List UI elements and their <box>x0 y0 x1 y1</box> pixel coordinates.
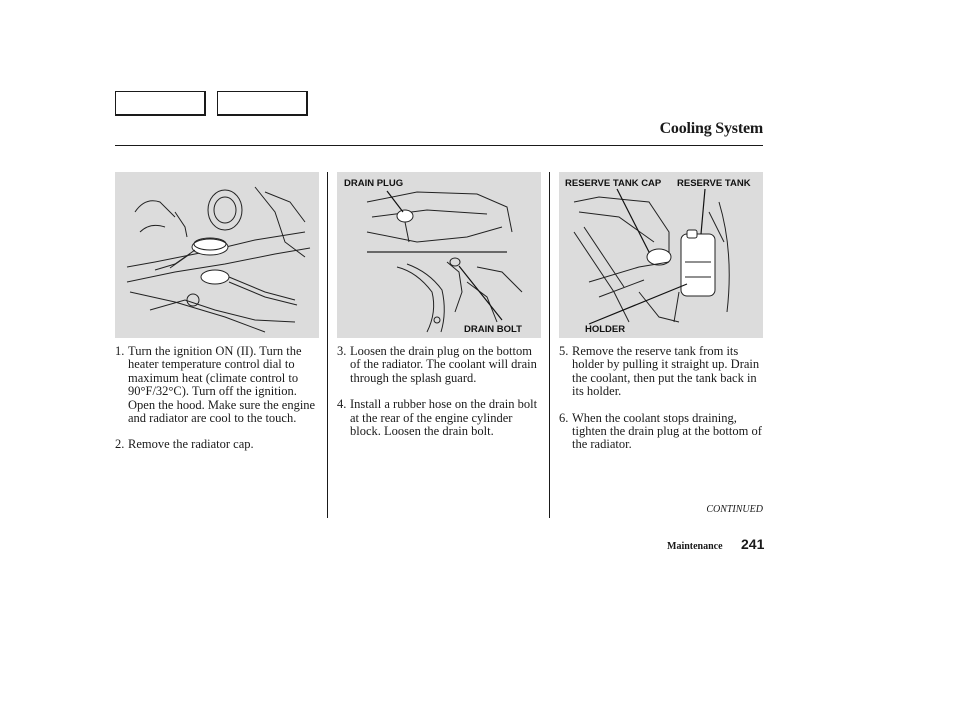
drain-bolt-label: DRAIN BOLT <box>464 324 522 335</box>
step-text: Loosen the drain plug on the bottom of the radiator. The coolant will drain through the splash guard. <box>350 344 537 385</box>
step-number: 4. <box>337 397 347 412</box>
reserve-tank-illustration <box>559 172 763 338</box>
drain-plug-illustration <box>337 172 541 338</box>
instructions-column-1 <box>115 345 319 465</box>
step-item <box>337 398 541 438</box>
step-item <box>559 412 763 452</box>
instructions-column-3 <box>559 345 763 465</box>
column-divider <box>549 172 550 518</box>
step-number: 2. <box>115 437 125 452</box>
page-title: Cooling System <box>659 120 763 137</box>
page-number: 241 <box>741 536 765 552</box>
section-tab-1[interactable] <box>115 91 206 116</box>
step-text: When the coolant stops draining, tighten the drain plug at the bottom of the radiator. <box>572 410 762 452</box>
step-number: 1. <box>115 344 125 358</box>
holder-label: HOLDER <box>585 324 626 335</box>
step-item <box>337 345 541 385</box>
step-item <box>115 345 319 425</box>
section-tab-2[interactable] <box>217 91 308 116</box>
step-number: 6. <box>559 410 569 425</box>
step-text: Turn the ignition ON (II). Turn the heater temperature control dial to maximum heat (climate control to 90°F/32°C). Turn off the ignition. Open the hood. Make sure the engine and radiator are cool to the touch. <box>128 344 316 426</box>
footer-section-name: Maintenance <box>667 541 723 552</box>
instructions-column-2 <box>337 345 541 451</box>
step-number: 3. <box>337 344 347 358</box>
reserve-tank-label: RESERVE TANK <box>677 178 751 189</box>
reserve-tank-cap-label: RESERVE TANK CAP <box>565 178 662 189</box>
step-text: Install a rubber hose on the drain bolt at the rear of the engine cylinder block. Loosen the drain bolt. <box>350 397 538 439</box>
continued-note: CONTINUED <box>706 504 763 515</box>
title-rule <box>115 145 763 146</box>
drain-plug-label: DRAIN PLUG <box>344 178 404 189</box>
step-item <box>559 345 763 399</box>
step-text: Remove the radiator cap. <box>128 437 254 452</box>
radiator-cap-illustration <box>115 172 319 338</box>
step-item <box>115 438 319 451</box>
column-divider <box>327 172 328 518</box>
step-number: 5. <box>559 344 569 358</box>
step-text: Remove the reserve tank from its holder by pulling it straight up. Drain the coolant, then put the tank back in its holder. <box>572 344 760 399</box>
